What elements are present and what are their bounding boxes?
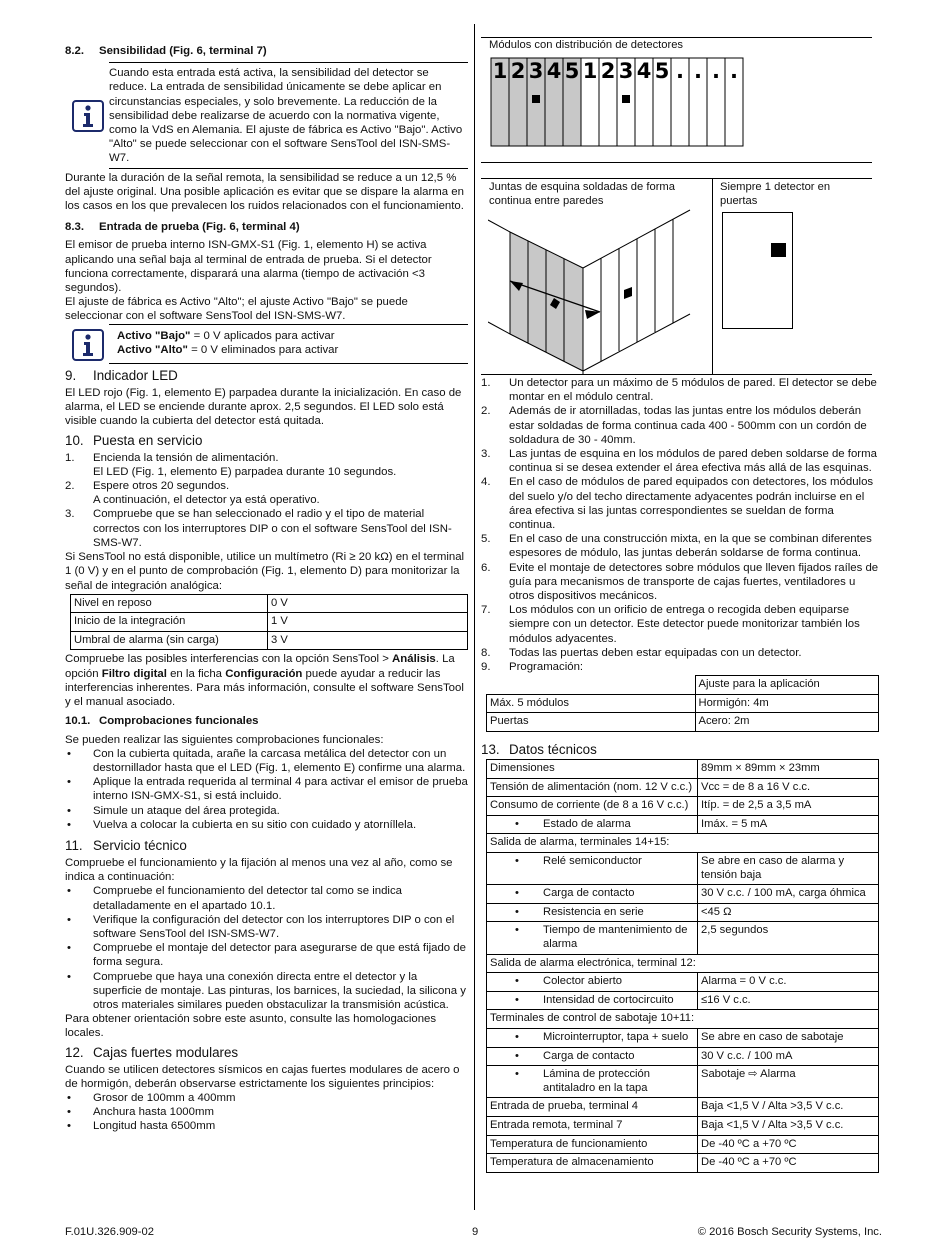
figure-caption: Juntas de esquina soldadas de forma continua entre paredes [489, 181, 675, 207]
dimensions-list [65, 1091, 468, 1134]
module-label: . [694, 59, 702, 83]
module-label: 2 [510, 59, 526, 83]
table-row: • Lámina de protección antitaladro en la tapa Sabotaje ⇨ Alarma [487, 1066, 879, 1098]
table-row: • Carga de contacto 30 V c.c. / 100 mA, carga óhmica [487, 885, 879, 904]
note-text: Cuando esta entrada está activa, la sensibilidad del detector se reduce. La entrada de sensibilidad únicamente se debe aplicar en circunstancias especiales, y solo brevemente. La reducción de la sensibilidad debe realizarse de acuerdo con la normativa vigente, como la VdS en Alemania. El ajuste de fábrica es Activo "Bajo". Activo "Alto" se puede seleccionar con el software SensTool del ISN-SMS-W7. [109, 67, 463, 165]
table-row: Inicio de la integración 1 V [71, 613, 468, 632]
paragraph: Cuando se utilicen detectores sísmicos en cajas fuertes modulares de acero o de hormigón, deberán observarse estrictamente los siguientes principios: [65, 1063, 460, 1090]
column-divider [474, 24, 475, 1210]
paragraph: El ajuste de fábrica es Activo "Alto"; el ajuste Activo "Bajo" se puede seleccionar con el software SensTool del ISN-SMS-W7. [65, 296, 408, 323]
module-label: . [712, 59, 720, 83]
signal-table [70, 594, 468, 651]
list-item: 3. Las juntas de esquina en los módulos de pared deben soldarse de forma continua si se desea extender el área efectiva más allá de las esquinas. [481, 448, 877, 475]
table-row: • Resistencia en serie <45 Ω [487, 903, 879, 922]
document-number: F.01U.326.909-02 [65, 1226, 154, 1238]
door-figure [720, 210, 796, 330]
checks-list [65, 747, 468, 832]
list-item: 7. Los módulos con un orificio de entrega o recogida deben equiparse siempre con un detector. Este detector puede monitorizar también los módulos adyacentes. [481, 604, 860, 645]
list-item: • Longitud hasta 6500mm [65, 1119, 468, 1133]
corner-joint-figure [488, 206, 693, 374]
list-item: • Aplique la entrada requerida al terminal 4 para activar el emisor de prueba interno ISN-GMX-S1, si está incluido. [65, 775, 468, 803]
rule [481, 178, 872, 179]
section-12-heading: 12. Cajas fuertes modulares [65, 1044, 239, 1060]
list-item: 5. En el caso de una construcción mixta, en la que se combinan diferentes espesores de módulo, las juntas deberán soldarse de forma continua. [481, 533, 872, 560]
list-item: • Verifique la configuración del detector con los interruptores DIP o con el software SensTool del ISN-SMS-W7. [65, 913, 468, 941]
table-row: • Estado de alarma Imáx. = 5 mA [487, 815, 879, 834]
module-label: 4 [636, 59, 652, 83]
list-item: 3. Compruebe que se han seleccionado el radio y el tipo de material correctos con los interruptores DIP o con el software SensTool del ISN-SMS-W7. [65, 508, 452, 549]
section-11-heading: 11. Servicio técnico [65, 837, 187, 853]
table-row: Terminales de control de sabotaje 10+11: [487, 1010, 879, 1029]
module-distribution-figure [490, 56, 750, 148]
list-item: 6. Evite el montaje de detectores sobre módulos que lleven fijados raíles de guía para mecanismos de transporte de cajas fuertes, ventiladores u otros dispositivos mecánicos. [481, 561, 879, 603]
table-row: Máx. 5 módulos Hormigón: 4m [487, 694, 879, 713]
table-row: Nivel en reposo 0 V [71, 594, 468, 613]
list-item: • Con la cubierta quitada, arañe la carcasa metálica del detector con un destornillador hasta que el LED (Fig. 1, elemento E) confirme una alarma. [65, 747, 468, 775]
info-icon [72, 100, 104, 132]
module-label: 1 [492, 59, 508, 83]
table-row: Salida de alarma electrónica, terminal 12: [487, 954, 879, 973]
list-item: • Grosor de 100mm a 400mm [65, 1091, 468, 1105]
module-label: 3 [618, 59, 634, 83]
list-item: 2. Espere otros 20 segundos. A continuación, el detector ya está operativo. [65, 480, 320, 507]
rule [481, 37, 872, 38]
section-10-1-heading: 10.1. Comprobaciones funcionales [65, 715, 259, 728]
note-active-levels [65, 324, 468, 364]
section-13-heading: 13. Datos técnicos [481, 742, 597, 758]
left-column [65, 44, 468, 1134]
list-item: 1. Encienda la tensión de alimentación. El LED (Fig. 1, elemento E) parpadea durante 10 segundos. [65, 451, 397, 478]
table-row: Temperatura de almacenamiento De -40 ºC a +70 ºC [487, 1154, 879, 1173]
table-row: • Intensidad de cortocircuito ≤16 V c.c. [487, 991, 879, 1010]
table-row: • Microinterruptor, tapa + suelo Se abre en caso de sabotaje [487, 1028, 879, 1047]
detector-icon [771, 243, 786, 257]
list-item: • Simule un ataque del área protegida. [65, 804, 468, 818]
module-label: 2 [600, 59, 616, 83]
table-row: Consumo de corriente (de 8 a 16 V c.c.) Itíp. = de 2,5 a 3,5 mA [487, 797, 879, 816]
list-item: • Anchura hasta 1000mm [65, 1105, 468, 1119]
table-row: Dimensiones 89mm × 89mm × 23mm [487, 760, 879, 779]
figure-caption: Módulos con distribución de detectores [489, 39, 684, 51]
module-label: 4 [546, 59, 562, 83]
table-row: Salida de alarma, terminales 14+15: [487, 834, 879, 853]
table-row: Umbral de alarma (sin carga) 3 V [71, 631, 468, 650]
list-item: • Compruebe que haya una conexión directa entre el detector y la superficie de montaje. Las pinturas, los barnices, la suciedad, la silicona y otros materiales similares pueden obstaculizar la transmisión acústica. [65, 970, 468, 1013]
paragraph: Compruebe el funcionamiento y la fijación al menos una vez al año, como se indica a continuación: [65, 856, 453, 884]
module-label: 3 [528, 59, 544, 83]
rule [481, 374, 872, 375]
right-column-text [481, 376, 881, 1173]
module-label: . [730, 59, 738, 83]
table-row: • Carga de contacto 30 V c.c. / 100 mA [487, 1047, 879, 1066]
module-label: 5 [654, 59, 670, 83]
list-item: • Vuelva a colocar la cubierta en su sitio con cuidado y atorníllela. [65, 818, 468, 832]
paragraph: Se pueden realizar las siguientes comprobaciones funcionales: [65, 733, 384, 746]
table-row: • Relé semiconductor Se abre en caso de alarma y tensión baja [487, 853, 879, 885]
paragraph: Compruebe las posibles interferencias con la opción SensTool > Análisis. La opción Filtro digital en la ficha Configuración puede ayudar a reducir las interferencias inherentes. Para más información, consulte el software SensTool y el manual asociado. [65, 653, 464, 709]
list-item: 4. En el caso de módulos de pared equipados con detectores, los módulos del suelo y/o del techo directamente adyacentes podrán incluirse en el área efectiva si las juntas correspondientes se sueldan de forma continua. [481, 476, 874, 532]
rule [712, 178, 713, 374]
table-row: • Tiempo de mantenimiento de alarma 2,5 segundos [487, 922, 879, 954]
list-item: 8. Todas las puertas deben estar equipadas con un detector. [481, 646, 802, 659]
note-sensitivity [65, 62, 468, 168]
paragraph: El LED rojo (Fig. 1, elemento E) parpadea durante la inicialización. En caso de alarma, el LED se enciende durante aprox. 2,5 segundos. El LED solo está visible cuando la cubierta del detector está quitada. [65, 387, 462, 428]
module-label: 1 [582, 59, 598, 83]
table-row: Puertas Acero: 2m [487, 713, 879, 732]
rule [481, 162, 872, 163]
programming-table [486, 675, 879, 732]
detector-icon [622, 95, 630, 103]
paragraph: Si SensTool no está disponible, utilice un multímetro (Ri ≥ 20 kΩ) en el terminal 1 (0 V) y en el punto de comprobación (Fig. 1, elemento D) para monitorizar la señal de integración analógica: [65, 551, 465, 592]
section-9-heading: 9. Indicador LED [65, 368, 178, 384]
list-item: • Compruebe el montaje del detector para asegurarse de que está fijado de forma segura. [65, 941, 468, 969]
list-item: • Compruebe el funcionamiento del detector tal como se indica detalladamente en el apartado 10.1. [65, 884, 468, 912]
list-item: 1. Un detector para un máximo de 5 módulos de pared. El detector se debe montar en el módulo central. [481, 377, 877, 404]
section-8-2-heading: 8.2. Sensibilidad (Fig. 6, terminal 7) [65, 45, 267, 57]
paragraph: El emisor de prueba interno ISN-GMX-S1 (Fig. 1, elemento H) se activa aplicando una señal baja al terminal de entrada de prueba. Si el detector funciona correctamente, disparará una alarma (tiempo de activación <3 segundos). [65, 239, 432, 295]
table-row: Entrada remota, terminal 7 Baja <1,5 V / Alta >3,5 V c.c. [487, 1116, 879, 1135]
paragraph: Durante la duración de la señal remota, la sensibilidad se reduce a un 12,5 % del ajuste original. Una posible aplicación es evitar que se dispare la alarma en los casos en los que prevalecen los ruidos relacionados con el funcionamiento. [65, 171, 464, 213]
section-8-3-heading: 8.3. Entrada de prueba (Fig. 6, terminal 4) [65, 221, 300, 234]
list-item: 2. Además de ir atornilladas, todas las juntas entre los módulos deberán estar soldadas de forma continua cada 400 - 500mm con un cordón de soldadura de 30 - 40mm. [481, 405, 867, 446]
service-list [65, 884, 468, 1012]
detector-icon [532, 95, 540, 103]
paragraph: Para obtener orientación sobre este asunto, consulte las homologaciones locales. [65, 1013, 437, 1040]
note-line: Activo "Bajo" = 0 V aplicados para activar [117, 329, 335, 342]
copyright: © 2016 Bosch Security Systems, Inc. [697, 1226, 882, 1238]
section-10-heading: 10. Puesta en servicio [65, 432, 203, 448]
rules-list [481, 376, 881, 674]
table-row: Ajuste para la aplicación [487, 676, 879, 695]
list-item: 9. Programación: [481, 661, 584, 674]
table-row: Entrada de prueba, terminal 4 Baja <1,5 V / Alta >3,5 V c.c. [487, 1098, 879, 1117]
table-row: Temperatura de funcionamiento De -40 ºC a +70 ºC [487, 1135, 879, 1154]
note-line: Activo "Alto" = 0 V eliminados para activar [117, 343, 339, 356]
page-number: 9 [472, 1226, 479, 1238]
technical-data-table [486, 759, 879, 1173]
table-row: • Colector abierto Alarma = 0 V c.c. [487, 973, 879, 992]
module-label: 5 [564, 59, 580, 83]
figure-caption: Siempre 1 detector en puertas [720, 181, 831, 207]
info-icon [72, 329, 104, 361]
table-row: Tensión de alimentación (nom. 12 V c.c.) Vcc = de 8 a 16 V c.c. [487, 778, 879, 797]
module-label: . [676, 59, 684, 83]
steps-list [65, 451, 468, 550]
